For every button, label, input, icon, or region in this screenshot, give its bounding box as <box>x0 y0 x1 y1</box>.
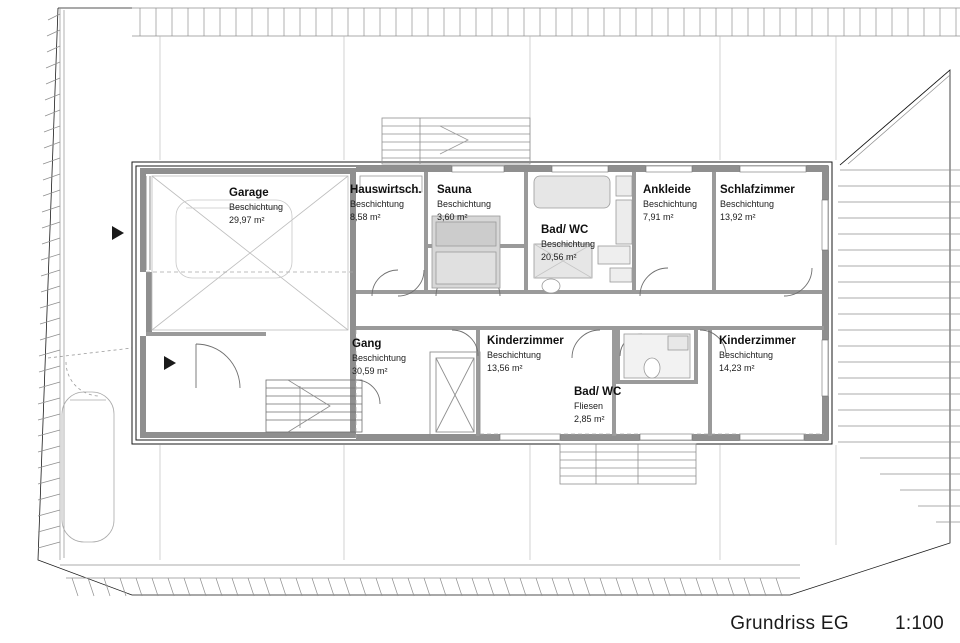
room-label-ankleide <box>643 183 697 223</box>
room-name: Gang <box>352 338 382 350</box>
room-area: 13,92 m² <box>720 211 756 222</box>
furniture-sauna <box>432 216 500 288</box>
room-label-kinderzimmer-left <box>487 334 564 374</box>
room-area: 29,97 m² <box>229 214 265 225</box>
room-label-schlafzimmer <box>720 183 795 223</box>
room-finish: Beschichtung <box>352 353 407 364</box>
garage-door <box>146 176 150 270</box>
room-name: Sauna <box>437 184 472 196</box>
room-finish: Beschichtung <box>643 199 698 210</box>
title-block <box>730 613 944 635</box>
room-name: Kinderzimmer <box>487 335 564 347</box>
room-name: Garage <box>229 187 269 199</box>
room-name: Bad/ WC <box>574 386 622 398</box>
furniture-ankleide <box>616 176 632 244</box>
room-area: 2,85 m² <box>574 413 605 424</box>
room-finish: Beschichtung <box>350 199 405 210</box>
stairs-interior <box>266 380 362 432</box>
room-name: Hauswirtsch. <box>350 184 422 196</box>
room-area: 3,60 m² <box>437 211 468 222</box>
room-label-gang <box>352 337 406 377</box>
room-label-bad-wc-upper <box>541 223 595 263</box>
room-area: 30,59 m² <box>352 365 388 376</box>
stairs-exterior-bottom <box>560 444 696 484</box>
site-grid <box>160 36 836 560</box>
room-label-sauna <box>437 183 491 223</box>
room-name: Bad/ WC <box>541 224 589 236</box>
room-area: 20,56 m² <box>541 251 577 262</box>
room-finish: Beschichtung <box>229 202 284 213</box>
plan-scale: 1:100 <box>894 613 944 634</box>
room-area: 7,91 m² <box>643 211 674 222</box>
room-finish: Beschichtung <box>719 350 774 361</box>
room-finish: Beschichtung <box>437 199 492 210</box>
furniture-bad-wc-small <box>624 334 690 378</box>
room-area: 13,56 m² <box>487 362 523 373</box>
room-name: Ankleide <box>643 184 691 196</box>
room-finish: Beschichtung <box>487 350 542 361</box>
room-finish: Beschichtung <box>541 239 596 250</box>
room-name: Kinderzimmer <box>719 335 796 347</box>
room-area: 8,58 m² <box>350 211 381 222</box>
stairs-exterior-top <box>382 118 530 164</box>
plan-title: Grundriss EG <box>730 613 849 634</box>
room-label-kinderzimmer-right <box>719 334 796 374</box>
room-label-hauswirtschaft <box>350 183 422 223</box>
path-dashed <box>48 348 132 396</box>
site-boundary <box>38 8 950 595</box>
vestibule <box>430 352 480 438</box>
room-name: Schlafzimmer <box>720 184 795 196</box>
site-hatch-right <box>838 70 960 522</box>
room-finish: Beschichtung <box>720 199 775 210</box>
room-label-garage <box>229 186 283 226</box>
site-hatch-bottom <box>60 565 800 596</box>
room-label-bad-wc-lower <box>574 385 621 425</box>
room-area: 14,23 m² <box>719 362 755 373</box>
car-outline <box>62 392 114 542</box>
room-finish: Fliesen <box>574 401 604 412</box>
